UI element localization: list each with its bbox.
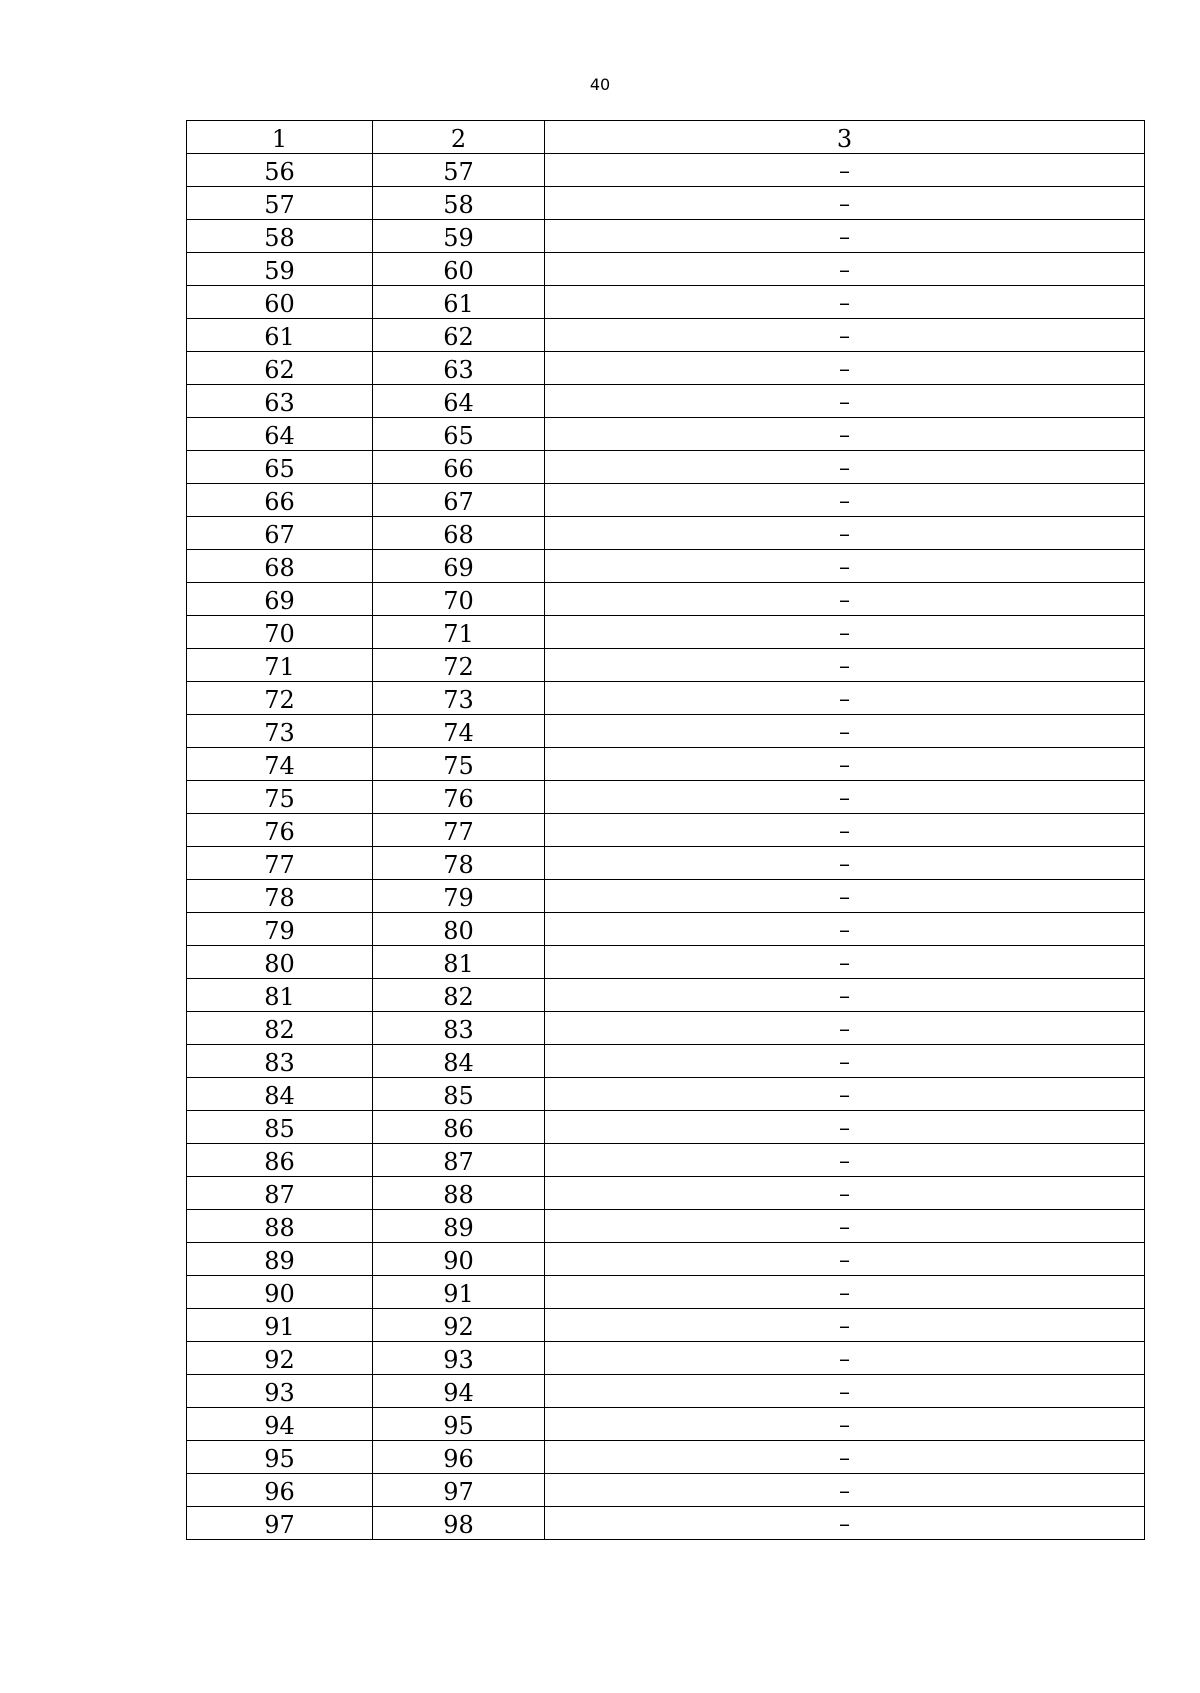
- table-row: [187, 1441, 1145, 1474]
- table-row: [187, 385, 1145, 418]
- cell-col-3: –: [545, 154, 1145, 187]
- cell-col-1: 67: [187, 517, 373, 550]
- cell-col-1: 81: [187, 979, 373, 1012]
- cell-col-2: 94: [373, 1375, 545, 1408]
- cell-col-3: –: [545, 220, 1145, 253]
- cell-col-1: 92: [187, 1342, 373, 1375]
- cell-col-1: 94: [187, 1408, 373, 1441]
- table-header-row: [187, 121, 1145, 154]
- cell-col-2: 96: [373, 1441, 545, 1474]
- cell-col-3: –: [545, 748, 1145, 781]
- cell-col-2: 87: [373, 1144, 545, 1177]
- cell-col-1: 72: [187, 682, 373, 715]
- cell-col-2: 84: [373, 1045, 545, 1078]
- cell-col-3: –: [545, 1507, 1145, 1540]
- cell-col-3: –: [545, 253, 1145, 286]
- cell-col-1: 82: [187, 1012, 373, 1045]
- cell-col-1: 68: [187, 550, 373, 583]
- table-body: [187, 121, 1145, 1540]
- cell-col-3: –: [545, 682, 1145, 715]
- cell-col-1: 89: [187, 1243, 373, 1276]
- cell-col-2: 90: [373, 1243, 545, 1276]
- cell-col-1: 76: [187, 814, 373, 847]
- table-row: [187, 946, 1145, 979]
- cell-col-3: –: [545, 484, 1145, 517]
- cell-col-1: 59: [187, 253, 373, 286]
- cell-col-3: –: [545, 649, 1145, 682]
- cell-col-2: 63: [373, 352, 545, 385]
- cell-col-2: 93: [373, 1342, 545, 1375]
- cell-col-3: –: [545, 583, 1145, 616]
- table-row: [187, 748, 1145, 781]
- cell-col-2: 64: [373, 385, 545, 418]
- table-row: [187, 286, 1145, 319]
- table-row: [187, 1045, 1145, 1078]
- table-row: [187, 550, 1145, 583]
- table-row: [187, 1309, 1145, 1342]
- data-table: [186, 120, 1145, 1540]
- cell-col-3: –: [545, 352, 1145, 385]
- table-row: [187, 649, 1145, 682]
- cell-col-1: 80: [187, 946, 373, 979]
- cell-col-3: –: [545, 1144, 1145, 1177]
- cell-col-1: 96: [187, 1474, 373, 1507]
- table-row: [187, 187, 1145, 220]
- data-table-container: [186, 120, 1144, 1540]
- cell-col-1: 65: [187, 451, 373, 484]
- table-row: [187, 1111, 1145, 1144]
- cell-col-1: 66: [187, 484, 373, 517]
- cell-col-2: 77: [373, 814, 545, 847]
- cell-col-1: 73: [187, 715, 373, 748]
- cell-col-2: 72: [373, 649, 545, 682]
- table-row: [187, 1408, 1145, 1441]
- cell-col-1: 57: [187, 187, 373, 220]
- table-row: [187, 1144, 1145, 1177]
- cell-col-2: 67: [373, 484, 545, 517]
- cell-col-3: –: [545, 814, 1145, 847]
- table-row: [187, 253, 1145, 286]
- cell-col-2: 78: [373, 847, 545, 880]
- cell-col-1: 88: [187, 1210, 373, 1243]
- cell-col-3: –: [545, 979, 1145, 1012]
- cell-col-1: 64: [187, 418, 373, 451]
- cell-col-3: –: [545, 1342, 1145, 1375]
- table-row: [187, 1177, 1145, 1210]
- table-row: [187, 715, 1145, 748]
- cell-col-1: 60: [187, 286, 373, 319]
- table-row: [187, 913, 1145, 946]
- cell-col-2: 83: [373, 1012, 545, 1045]
- table-row: [187, 1276, 1145, 1309]
- cell-col-3: –: [545, 550, 1145, 583]
- table-row: [187, 682, 1145, 715]
- table-row: [187, 1012, 1145, 1045]
- cell-col-1: 63: [187, 385, 373, 418]
- cell-col-3: –: [545, 847, 1145, 880]
- cell-col-3: –: [545, 715, 1145, 748]
- table-row: [187, 517, 1145, 550]
- cell-col-3: –: [545, 946, 1145, 979]
- table-row: [187, 418, 1145, 451]
- table-row: [187, 847, 1145, 880]
- cell-col-1: 70: [187, 616, 373, 649]
- column-header-2: 2: [373, 121, 545, 154]
- table-row: [187, 484, 1145, 517]
- table-row: [187, 1078, 1145, 1111]
- cell-col-2: 80: [373, 913, 545, 946]
- table-row: [187, 319, 1145, 352]
- cell-col-3: –: [545, 385, 1145, 418]
- cell-col-3: –: [545, 781, 1145, 814]
- cell-col-2: 75: [373, 748, 545, 781]
- page-number: 40: [589, 75, 611, 94]
- cell-col-3: –: [545, 286, 1145, 319]
- column-header-3: 3: [545, 121, 1145, 154]
- cell-col-2: 95: [373, 1408, 545, 1441]
- cell-col-1: 93: [187, 1375, 373, 1408]
- cell-col-3: –: [545, 1375, 1145, 1408]
- cell-col-2: 82: [373, 979, 545, 1012]
- cell-col-2: 68: [373, 517, 545, 550]
- cell-col-3: –: [545, 1045, 1145, 1078]
- cell-col-2: 65: [373, 418, 545, 451]
- cell-col-1: 79: [187, 913, 373, 946]
- cell-col-1: 86: [187, 1144, 373, 1177]
- table-row: [187, 1243, 1145, 1276]
- cell-col-1: 71: [187, 649, 373, 682]
- cell-col-1: 74: [187, 748, 373, 781]
- cell-col-3: –: [545, 319, 1145, 352]
- cell-col-2: 60: [373, 253, 545, 286]
- cell-col-2: 70: [373, 583, 545, 616]
- cell-col-3: –: [545, 880, 1145, 913]
- table-row: [187, 583, 1145, 616]
- cell-col-3: –: [545, 913, 1145, 946]
- cell-col-2: 61: [373, 286, 545, 319]
- cell-col-1: 97: [187, 1507, 373, 1540]
- cell-col-2: 89: [373, 1210, 545, 1243]
- cell-col-3: –: [545, 187, 1145, 220]
- cell-col-2: 59: [373, 220, 545, 253]
- cell-col-1: 56: [187, 154, 373, 187]
- cell-col-3: –: [545, 418, 1145, 451]
- cell-col-1: 95: [187, 1441, 373, 1474]
- table-row: [187, 154, 1145, 187]
- cell-col-2: 88: [373, 1177, 545, 1210]
- cell-col-1: 83: [187, 1045, 373, 1078]
- table-row: [187, 1507, 1145, 1540]
- table-row: [187, 616, 1145, 649]
- cell-col-1: 77: [187, 847, 373, 880]
- cell-col-2: 66: [373, 451, 545, 484]
- cell-col-1: 61: [187, 319, 373, 352]
- cell-col-2: 97: [373, 1474, 545, 1507]
- table-row: [187, 979, 1145, 1012]
- cell-col-2: 74: [373, 715, 545, 748]
- cell-col-3: –: [545, 517, 1145, 550]
- cell-col-1: 69: [187, 583, 373, 616]
- table-row: [187, 1474, 1145, 1507]
- cell-col-1: 75: [187, 781, 373, 814]
- cell-col-3: –: [545, 1210, 1145, 1243]
- cell-col-1: 58: [187, 220, 373, 253]
- cell-col-3: –: [545, 1243, 1145, 1276]
- cell-col-2: 91: [373, 1276, 545, 1309]
- cell-col-2: 69: [373, 550, 545, 583]
- cell-col-1: 91: [187, 1309, 373, 1342]
- cell-col-1: 62: [187, 352, 373, 385]
- column-header-1: 1: [187, 121, 373, 154]
- cell-col-3: –: [545, 1408, 1145, 1441]
- table-row: [187, 451, 1145, 484]
- cell-col-2: 58: [373, 187, 545, 220]
- cell-col-2: 73: [373, 682, 545, 715]
- cell-col-3: –: [545, 1441, 1145, 1474]
- cell-col-2: 86: [373, 1111, 545, 1144]
- cell-col-3: –: [545, 1276, 1145, 1309]
- cell-col-3: –: [545, 1309, 1145, 1342]
- cell-col-2: 85: [373, 1078, 545, 1111]
- table-row: [187, 1342, 1145, 1375]
- cell-col-3: –: [545, 1012, 1145, 1045]
- table-row: [187, 1210, 1145, 1243]
- cell-col-1: 78: [187, 880, 373, 913]
- table-row: [187, 220, 1145, 253]
- cell-col-1: 90: [187, 1276, 373, 1309]
- cell-col-3: –: [545, 616, 1145, 649]
- cell-col-2: 81: [373, 946, 545, 979]
- cell-col-1: 87: [187, 1177, 373, 1210]
- cell-col-2: 79: [373, 880, 545, 913]
- cell-col-3: –: [545, 451, 1145, 484]
- cell-col-1: 85: [187, 1111, 373, 1144]
- cell-col-2: 76: [373, 781, 545, 814]
- cell-col-3: –: [545, 1474, 1145, 1507]
- cell-col-2: 62: [373, 319, 545, 352]
- table-row: [187, 352, 1145, 385]
- table-row: [187, 880, 1145, 913]
- cell-col-1: 84: [187, 1078, 373, 1111]
- table-row: [187, 1375, 1145, 1408]
- cell-col-3: –: [545, 1111, 1145, 1144]
- cell-col-2: 98: [373, 1507, 545, 1540]
- table-row: [187, 814, 1145, 847]
- cell-col-2: 57: [373, 154, 545, 187]
- cell-col-3: –: [545, 1177, 1145, 1210]
- cell-col-2: 71: [373, 616, 545, 649]
- cell-col-3: –: [545, 1078, 1145, 1111]
- cell-col-2: 92: [373, 1309, 545, 1342]
- table-row: [187, 781, 1145, 814]
